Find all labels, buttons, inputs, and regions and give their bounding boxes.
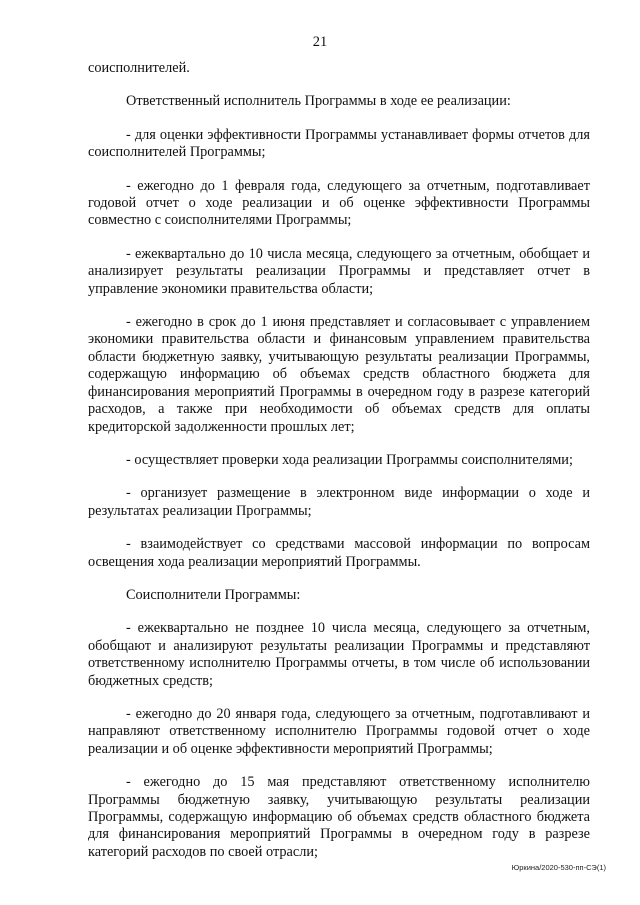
paragraph: Соисполнители Программы: [126,586,301,603]
paragraph: Ответственный исполнитель Программы в ходе ее реализации: [126,93,511,110]
paragraph: - взаимодействует со средствами массовой информации по вопросам освещения хода реализации мероприятий Программы. [88,536,590,570]
paragraph: - осуществляет проверки хода реализации Программы соисполнителями; [126,451,573,468]
paragraph: - ежегодно до 1 февраля года, следующего за отчетным, подготавливает годовой отчет о ходе реализации и об оценке эффективности Программы совместно с соисполнителями Программы; [88,177,590,229]
page-number: 21 [312,34,328,50]
paragraph: - ежегодно до 20 января года, следующего за отчетным, подготавливают и направляют ответственному исполнителю Программы годовой отчет о ходе реализации и об оценке эффективности мероприятий Программы; [88,705,590,757]
paragraph: - ежегодно в срок до 1 июня представляет и согласовывает с управлением экономики правительства области и финансовым управлением правительства области бюджетную заявку, учитывающую результаты реализации Программы, содержащую информацию об объемах средств областного бюджета для финансирования мероприятий Программы в очередном году в разрезе категорий расходов, а также при необходимости об объемах средств для оплаты кредиторской задолженности прошлых лет; [88,314,590,435]
footer-document-code: Юркина/2020-530-пп-СЭ(1) [511,863,606,872]
paragraph: - ежегодно до 15 мая представляют ответственному исполнителю Программы бюджетную заявку, учитывающую результаты реализации Программы, содержащую информацию об объемах средств областного бюджета для финансирования мероприятий Программы в очередном году в разрезе категорий расходов по своей отрасли; [88,774,590,860]
paragraph: - ежеквартально не позднее 10 числа месяца, следующего за отчетным, обобщают и анализируют результаты реализации Программы и представляют ответственному исполнителю Программы отчеты, в том числе об использовании бюджетных средств; [88,620,590,689]
document-body [88,60,590,877]
paragraph: - для оценки эффективности Программы устанавливает формы отчетов для соисполнителей Программы; [88,126,590,161]
paragraph: - организует размещение в электронном виде информации о ходе и результатах реализации Программы; [88,485,590,519]
paragraph: соисполнителей. [88,60,190,76]
paragraph: - ежеквартально до 10 числа месяца, следующего за отчетным, обобщает и анализирует результаты реализации Программы и представляет отчет в управление экономики правительства области; [88,245,590,297]
